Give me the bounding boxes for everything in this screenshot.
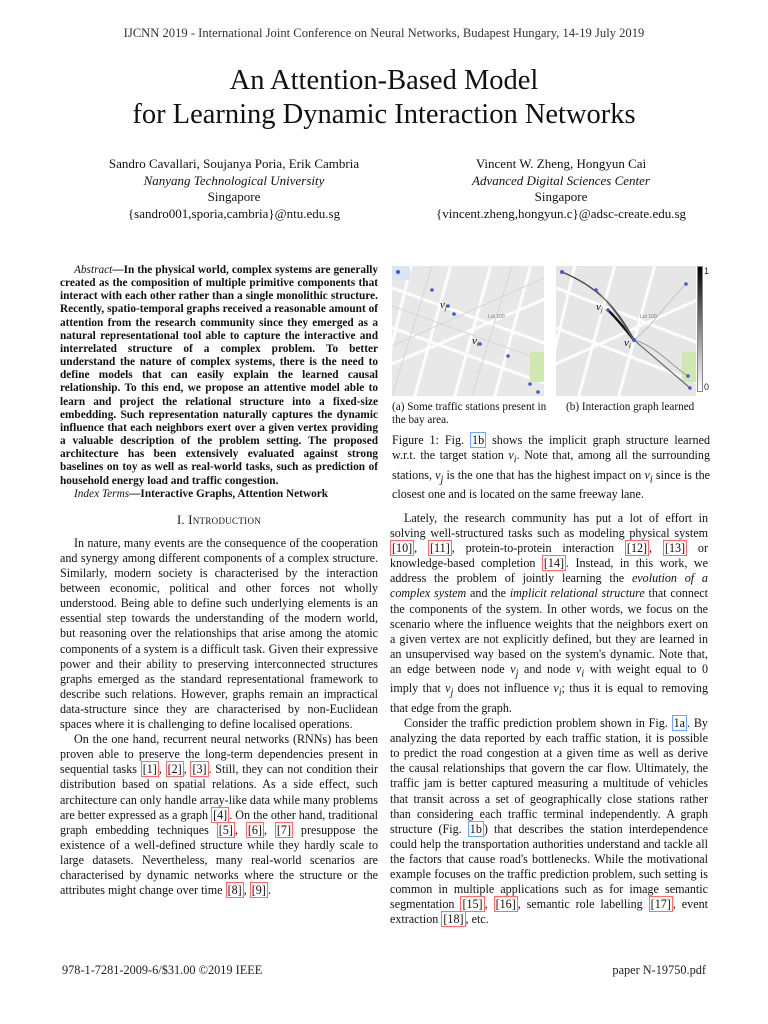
subfigure-caption-b: (b) Interaction graph learned	[566, 401, 695, 413]
citation-link[interactable]: [7]	[276, 822, 291, 837]
title-line-1: An Attention-Based Model	[229, 65, 539, 96]
footer-isbn: 978-1-7281-2009-6/$31.00 ©2019 IEEE	[62, 963, 263, 977]
figure-caption: Figure 1: Fig. 1b shows the implicit graph structure learned w.r.t. the target station $v_i$. Note that, among all the surrounding stations, $v_j$ is the one that has the highest impact on $v_i$ since is the closest one and is located on the same freeway lane.	[392, 433, 710, 502]
right-paragraph-2: Consider the traffic prediction problem shown in Fig. 1a . By analyzing the data reported by each traffic station, it is possible to predict the road congestion at a given time as well as derive the causal relationships that govern the car flow. Ultimately, the traffic jam is better captured measuring a multitude of vehicles that transit across a set of geographically close stations rather than considering each traffic terminal independently. A graph structure (Fig. 1b ) that describes the station interdependence could help the transportation authorities understand and tackle all the factors that cause road's bottlenecks. While the motivational example focuses on the traffic prediction problem, such setting is common in multiple applications such as for image semantic segmentation [15] , [16] , semantic role labelling [17] , event extraction [18] , etc.	[390, 716, 708, 927]
citation-link[interactable]: [8]	[227, 883, 242, 898]
node-label-vi: vi	[472, 335, 479, 348]
left-column	[60, 264, 378, 898]
author-email: {sandro001,sporia,cambria}@ntu.edu.sg	[127, 205, 341, 221]
citation-link[interactable]: [13]	[664, 541, 686, 556]
index-terms-text: —Interactive Graphs, Attention Network	[129, 487, 329, 500]
node-label-vj: vj	[596, 301, 603, 314]
figure-ref-link[interactable]: 1b	[472, 433, 485, 447]
map-place-label: Lot 100	[640, 314, 657, 320]
section-number: I.	[176, 512, 185, 527]
citation-link[interactable]: [9]	[251, 883, 266, 898]
section-heading	[60, 513, 378, 528]
citation-link[interactable]: [16]	[495, 897, 516, 912]
author-affiliation: Nanyang Technological University	[143, 172, 325, 188]
author-names: Vincent W. Zheng, Hongyun Cai	[475, 156, 647, 171]
title-line-2: for Learning Dynamic Interaction Networks	[132, 99, 636, 130]
author-email: {vincent.zheng,hongyun.c}@adsc-create.edu.sg	[435, 205, 687, 221]
subfigure-caption-a: (a) Some traffic stations present in the bay area.	[392, 401, 547, 426]
citation-link[interactable]: [14]	[543, 556, 565, 571]
node-label-vi: vi	[624, 337, 631, 350]
citation-link[interactable]: [5]	[218, 822, 233, 837]
citation-link[interactable]: [11]	[430, 541, 450, 556]
author-block-right	[400, 156, 722, 222]
citation-link[interactable]: [2]	[167, 762, 182, 777]
abstract-label: Abstract	[74, 264, 113, 276]
intro-paragraph-1: In nature, many events are the consequence of the cooperation and synergy among different components of a complex structure. Similarly, modern society is characterised by the interaction between economic, political and other forces not wholly understood. Being able to define such underlying elements is an essential step towards the understanding of the modern world, but reasoning over the relationships that arise among the atomic components of a system is a difficult task. Given their expressive power and their ability to preserving interconnected structures graphs emerged as the standard representational framework to describe such relations. However, graphs remain an impractical data-structure since they are characterised by non-Euclidean spaces where it is challenging to define localised operations.	[60, 535, 378, 732]
author-country: Singapore	[207, 189, 261, 204]
abstract	[60, 264, 378, 501]
footer-filename: paper N-19750.pdf	[612, 963, 706, 977]
figure-map-a	[392, 266, 544, 396]
section-title: Introduction	[188, 512, 262, 527]
citation-link[interactable]: [1]	[142, 762, 157, 777]
colorbar	[697, 266, 703, 392]
author-affiliation: Advanced Digital Sciences Center	[472, 172, 650, 188]
citation-link[interactable]: [10]	[392, 541, 413, 556]
citation-link[interactable]: [15]	[462, 897, 483, 912]
right-paragraph-1: Lately, the research community has put a lot of effort in solving well-structured tasks such as modeling physical system [10] , [11] , protein-to-protein interaction [12] , [13] or knowledge-based completion [14] . Instead, in this work, we address the problem of jointly learning the evolution of a complex system and the implicit relational structure that connect the components of the system. In other words, we focus on the scenario where the influence weights that the neighbors exert on a given vertex are not explicitly defined, but they are learned in an unsupervised way based on the system's dynamic. Note that, an edge between node $v_j$ and node $v_i$ with weight equal to 0 imply that $v_j$ does not influence $v_i$; thus it is equal to removing that edge from the graph.	[390, 511, 709, 715]
citation-link[interactable]: [3]	[192, 762, 207, 777]
author-block-left	[60, 156, 408, 222]
colorbar-max-label: 1	[704, 266, 710, 276]
author-names: Sandro Cavallari, Soujanya Poria, Erik Cambria	[108, 156, 360, 171]
paper-title	[0, 64, 768, 132]
author-country: Singapore	[534, 189, 588, 204]
figure-ref-link[interactable]: 1a	[673, 716, 686, 731]
node-label-vj: vj	[440, 299, 447, 312]
conference-header: IJCNN 2019 - International Joint Conference on Neural Networks, Budapest Hungary, 14-19 July 2019	[123, 26, 645, 40]
right-column	[390, 511, 708, 927]
map-place-label: Lot 100	[488, 314, 505, 320]
figure-ref-link[interactable]: 1b	[469, 821, 482, 836]
citation-link[interactable]: [17]	[650, 897, 671, 912]
citation-link[interactable]: [4]	[213, 807, 228, 822]
citation-link[interactable]: [18]	[443, 912, 464, 927]
abstract-text: —In the physical world, complex systems are generally created as the composition of multiple primitive components that interact with each other rather than a single monolithic structure. Recently, spatio-temporal graphs received a reasonable amount of attention from the research community since they emerged as a natural representational tool able to capture the interactive and interrelated structure of a complex problem. To better understand the nature of complex systems, there is the need to define models that can easily explain the learned causal relationship. To this end, we propose an attentive model able to learn and project the relational structure into a fixed-size embedding. Such representation naturally captures the dynamic influence that each neighbors exert over a given vertex providing a valuable description of the problem setting. The proposed architecture has been extensively evaluated against strong baselines on toy as well as real-world tasks, such as prediction of household energy load and traffic congestion.	[60, 264, 378, 487]
index-terms-label: Index Terms	[74, 487, 130, 500]
intro-paragraph-2: On the one hand, recurrent neural networks (RNNs) has been proven able to preserve the long-term dependencies present in sequential tasks [1] , [2] , [3] . Still, they can not condition their distribution based on spatial relations. As a side effect, such architecture can only handle array-like data while many problems are better expressed as a graph [4] . On the other hand, traditional graph embedding techniques [5] , [6] , [7] presuppose the existence of a well-defined structure while they hardly scale to large datasets. Nevertheless, many real-world scenarios are characterised by dynamic networks where the structure or the attributes might change over time [8] , [9] .	[60, 732, 379, 898]
citation-link[interactable]: [12]	[626, 541, 648, 556]
citation-link[interactable]: [6]	[247, 822, 262, 837]
figure-map-b	[556, 266, 696, 396]
colorbar-min-label: 0	[704, 382, 710, 392]
